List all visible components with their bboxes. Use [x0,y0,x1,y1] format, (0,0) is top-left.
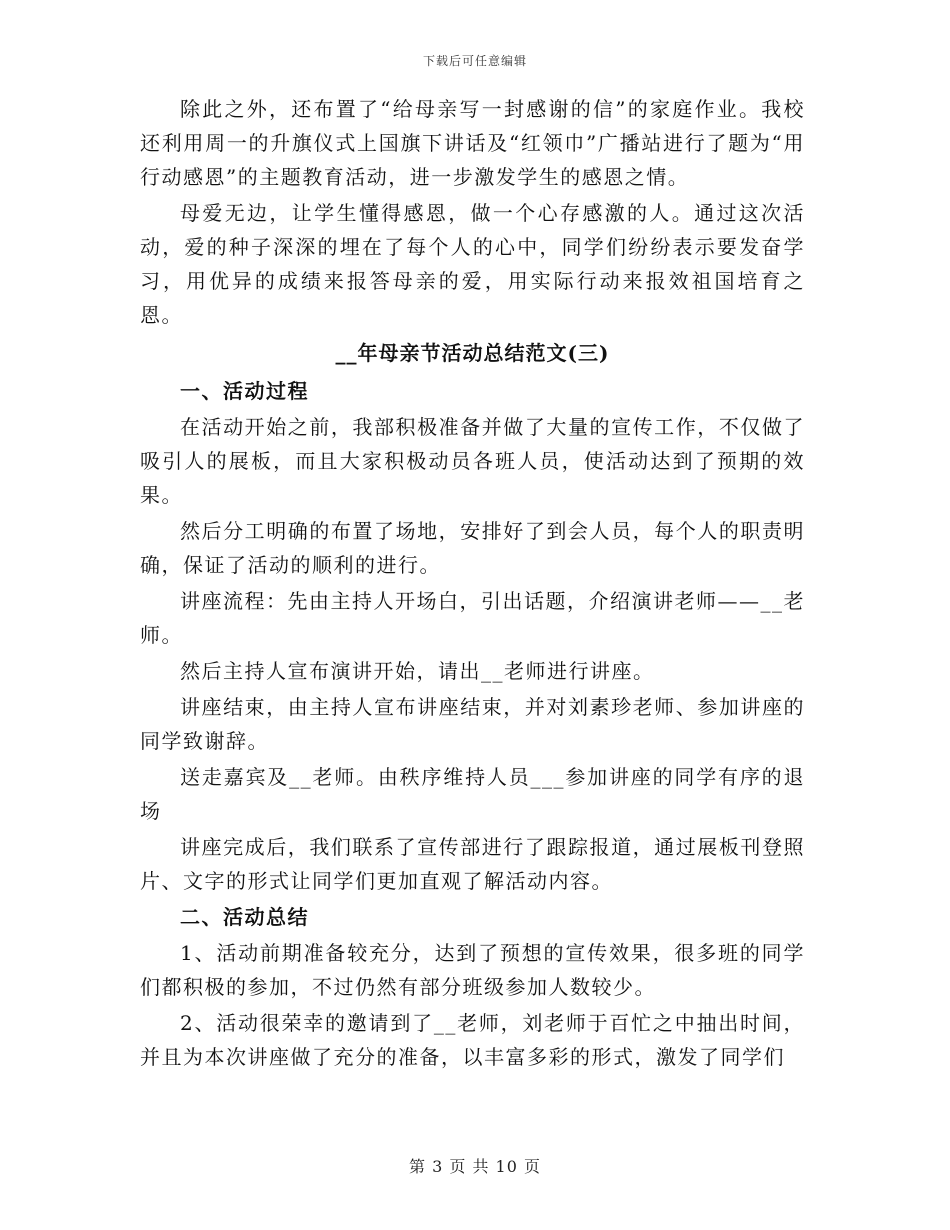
paragraph-summary-2: 2、活动很荣幸的邀请到了__老师，刘老师于百忙之中抽出时间，并且为本次讲座做了充分的准备，以丰富多彩的形式，激发了同学们 [140,1011,805,1069]
paragraph-followup-report: 讲座完成后，我们联系了宣传部进行了跟踪报道，通过展板刊登照片、文字的形式让同学们更加直观了解活动内容。 [140,835,805,893]
paragraph-homework: 除此之外，还布置了“给母亲写一封感谢的信”的家庭作业。我校还利用周一的升旗仪式上国旗下讲话及“红领巾”广播站进行了题为“用行动感恩”的主题教育活动，进一步激发学生的感恩之情。 [140,97,805,189]
section-heading-activity-summary: 二、活动总结 [180,905,309,929]
paragraph-preparation: 在活动开始之前，我部积极准备并做了大量的宣传工作，不仅做了吸引人的展板，而且大家积极动员各班人员，使活动达到了预期的效果。 [140,415,805,507]
document-body [140,92,805,1076]
paragraph-lecture-start: 然后主持人宣布演讲开始，请出__老师进行讲座。 [180,659,655,683]
paragraph-lecture-end: 讲座结束，由主持人宣布讲座结束，并对刘素珍老师、参加讲座的同学致谢辞。 [140,695,805,753]
document-title: __年母亲节活动总结范文(三) [335,341,610,365]
paragraph-mother-love: 母爱无边，让学生懂得感恩，做一个心存感激的人。通过这次活动，爱的种子深深的埋在了每个人的心中，同学们纷纷表示要发奋学习，用优异的成绩来报答母亲的爱，用实际行动来报效祖国培育之恩。 [140,201,805,327]
page-footer-page-number: 第 3 页 共 10 页 [409,1157,541,1176]
paragraph-lecture-flow: 讲座流程：先由主持人开场白，引出话题，介绍演讲老师——__老师。 [140,589,805,647]
section-heading-activity-process: 一、活动过程 [180,379,309,403]
paragraph-exit: 送走嘉宾及__老师。由秩序维持人员___参加讲座的同学有序的退场 [140,765,805,823]
paragraph-venue-setup: 然后分工明确的布置了场地，安排好了到会人员，每个人的职责明确，保证了活动的顺利的进行。 [140,519,805,577]
paragraph-summary-1: 1、活动前期准备较充分，达到了预想的宣传效果，很多班的同学们都积极的参加，不过仍然有部分班级参加人数较少。 [140,941,805,999]
page-header-note: 下载后可任意编辑 [422,54,527,68]
